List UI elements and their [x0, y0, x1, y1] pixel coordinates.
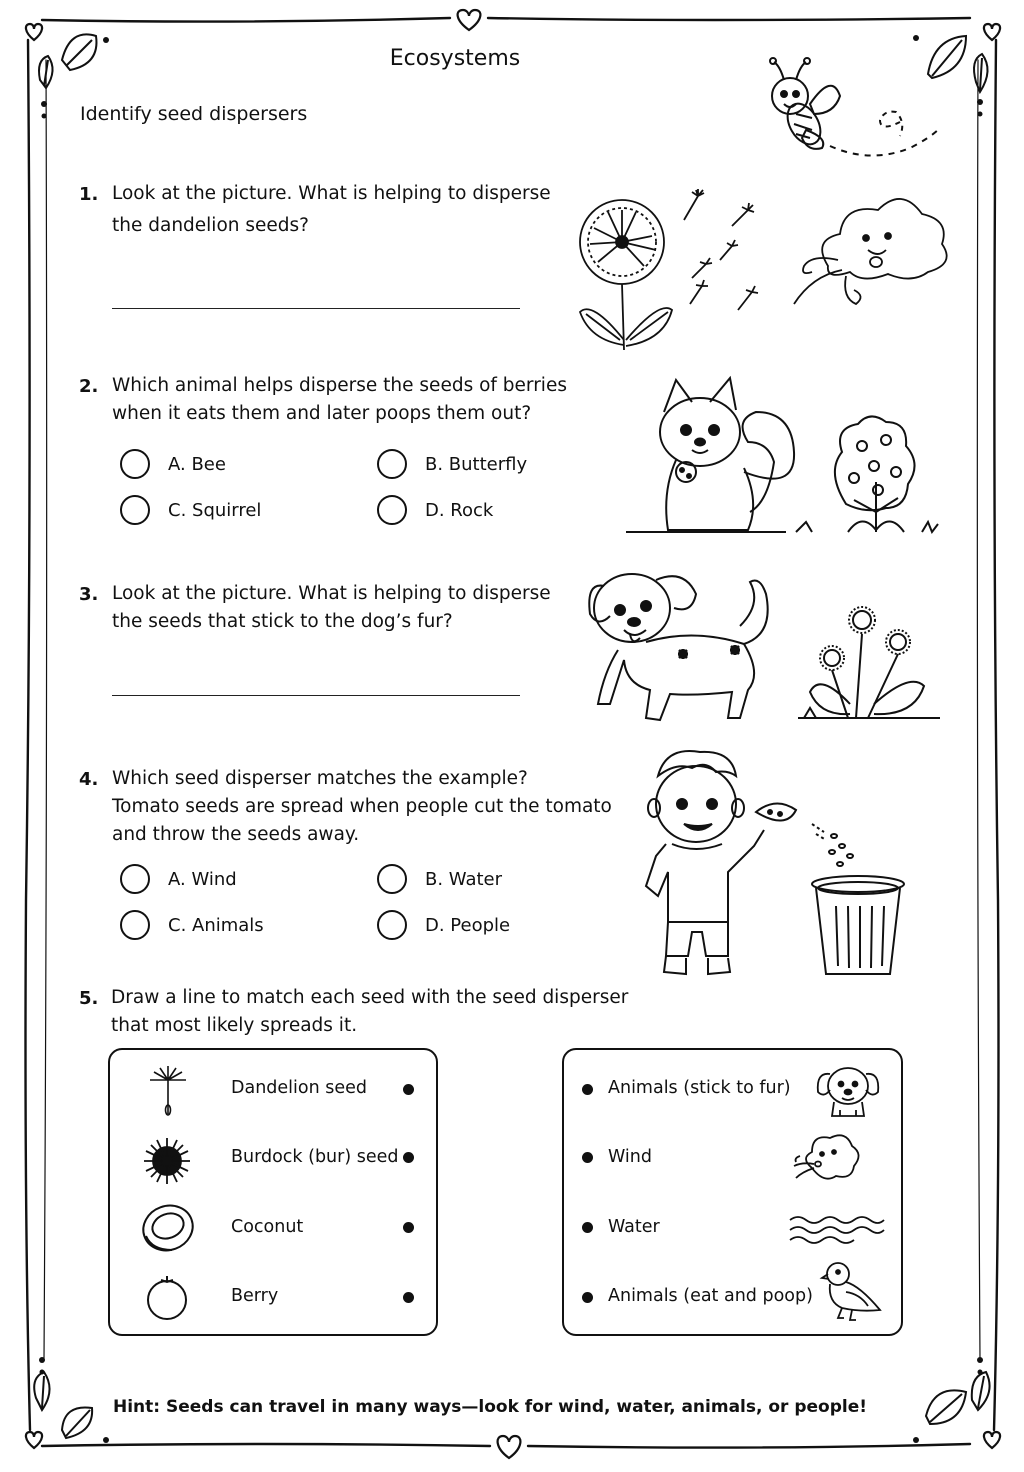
burdock-plant-icon: [798, 607, 940, 718]
seed-label-burdock: Burdock (bur) seed: [231, 1147, 399, 1167]
question-3-number: 3.: [79, 584, 99, 605]
dog-icon: [584, 554, 946, 726]
page-title: Ecosystems: [389, 46, 521, 71]
dandelion-seed-icon: [148, 1066, 188, 1118]
q4-option-c[interactable]: [120, 910, 264, 940]
option-label: B. Water: [425, 868, 503, 890]
question-3-line: the seeds that stick to the dog’s fur?: [112, 611, 453, 632]
question-3-text: [112, 580, 562, 636]
q4-option-b[interactable]: [377, 864, 502, 894]
question-4-line: and throw the seeds away.: [112, 824, 360, 845]
squirrel-icon: [626, 372, 946, 538]
question-5-line: that most likely spreads it.: [111, 1015, 358, 1036]
question-1-line: Look at the picture. What is helping to disperse: [112, 183, 551, 204]
dandelion-icon: [572, 180, 952, 355]
option-label: C. Animals: [168, 914, 264, 936]
coconut-icon: [138, 1202, 196, 1256]
question-4-text: [112, 765, 632, 849]
answer-line-3[interactable]: [112, 695, 520, 696]
match-dot-right[interactable]: [582, 1292, 593, 1303]
match-dot-left[interactable]: [403, 1084, 414, 1095]
burdock-seed-icon: [142, 1136, 192, 1186]
disperser-label-eat: Animals (eat and poop): [608, 1286, 813, 1306]
match-dot-right[interactable]: [582, 1084, 593, 1095]
question-2-line: Which animal helps disperse the seeds of berries: [112, 375, 567, 396]
bird-icon: [820, 1258, 890, 1324]
hint-text: Hint: Seeds can travel in many ways—look for wind, water, animals, or people!: [112, 1397, 868, 1417]
question-1-line: the dandelion seeds?: [112, 215, 309, 236]
question-5-text: [111, 984, 651, 1040]
radio-circle[interactable]: [120, 495, 150, 525]
q2-option-b[interactable]: [377, 449, 527, 479]
question-2-number: 2.: [79, 376, 99, 397]
q2-option-a[interactable]: [120, 449, 226, 479]
cloud-icon: [790, 1128, 864, 1186]
radio-circle[interactable]: [120, 449, 150, 479]
match-dot-left[interactable]: [403, 1292, 414, 1303]
radio-circle[interactable]: [377, 449, 407, 479]
option-label: A. Wind: [168, 868, 237, 890]
disperser-label-wind: Wind: [608, 1147, 652, 1167]
radio-circle[interactable]: [120, 910, 150, 940]
question-5-number: 5.: [79, 988, 99, 1009]
puppy-icon: [812, 1060, 884, 1118]
match-dot-right[interactable]: [582, 1222, 593, 1233]
seed-label-berry: Berry: [231, 1286, 279, 1306]
berry-bush-icon: [835, 416, 938, 532]
berry-icon: [144, 1272, 190, 1322]
q4-option-d[interactable]: [377, 910, 510, 940]
question-5-line: Draw a line to match each seed with the seed disperser: [111, 987, 629, 1008]
bee-icon: [760, 52, 950, 162]
answer-line-1[interactable]: [112, 308, 520, 309]
question-2-text: [112, 372, 582, 428]
seed-label-dandelion: Dandelion seed: [231, 1078, 368, 1098]
waves-icon: [788, 1214, 884, 1244]
question-1-number: 1.: [79, 184, 99, 205]
option-label: D. Rock: [425, 499, 494, 521]
match-dot-left[interactable]: [403, 1152, 414, 1163]
seed-label-coconut: Coconut: [231, 1217, 304, 1237]
q2-option-d[interactable]: [377, 495, 493, 525]
question-1-text: [112, 180, 562, 240]
disperser-label-water: Water: [608, 1217, 660, 1237]
option-label: B. Butterfly: [425, 453, 528, 475]
option-label: D. People: [425, 914, 511, 936]
option-label: C. Squirrel: [168, 499, 262, 521]
boy-icon: [636, 746, 912, 982]
match-dot-left[interactable]: [403, 1222, 414, 1233]
page-subtitle: Identify seed dispersers: [80, 103, 308, 125]
match-dot-right[interactable]: [582, 1152, 593, 1163]
radio-circle[interactable]: [377, 495, 407, 525]
disperser-label-fur: Animals (stick to fur): [608, 1078, 791, 1098]
q4-option-a[interactable]: [120, 864, 237, 894]
question-4-number: 4.: [79, 769, 99, 790]
question-4-line: Tomato seeds are spread when people cut the tomato: [112, 796, 612, 817]
cloud-icon: [794, 199, 947, 304]
radio-circle[interactable]: [377, 910, 407, 940]
question-2-line: when it eats them and later poops them out?: [112, 403, 532, 424]
q2-option-c[interactable]: [120, 495, 261, 525]
question-4-line: Which seed disperser matches the example?: [112, 768, 528, 789]
trash-can-icon: [812, 876, 904, 974]
question-3-line: Look at the picture. What is helping to disperse: [112, 583, 551, 604]
radio-circle[interactable]: [377, 864, 407, 894]
radio-circle[interactable]: [120, 864, 150, 894]
option-label: A. Bee: [168, 453, 226, 475]
